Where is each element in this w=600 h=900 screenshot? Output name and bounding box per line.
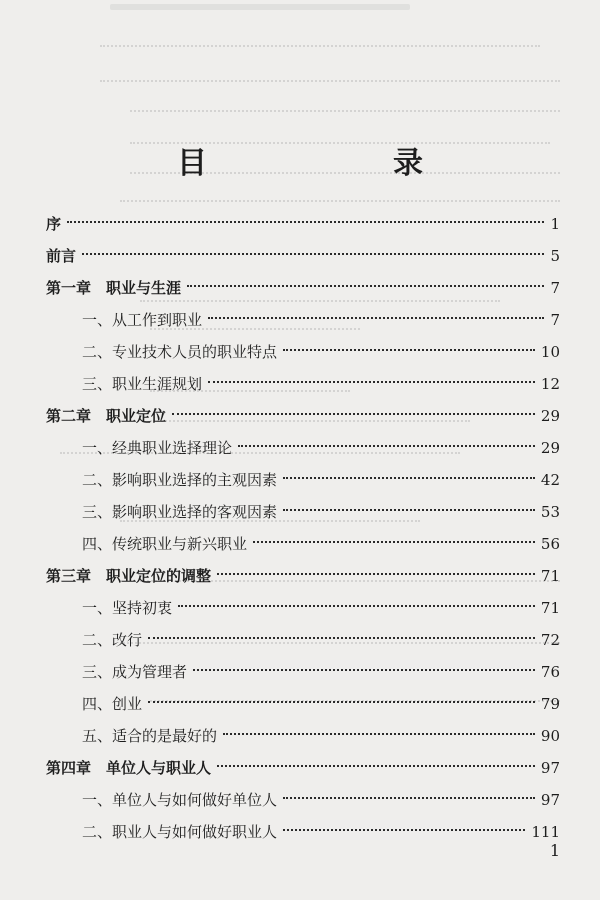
toc-entry [46, 784, 560, 816]
toc-entry-label: 前言 [46, 247, 77, 265]
toc-page-number: 76 [540, 663, 560, 681]
toc-page-number: 53 [540, 503, 560, 521]
toc-page-number: 10 [540, 343, 560, 361]
dot-leader [193, 669, 535, 671]
toc-page-number: 111 [531, 823, 560, 841]
toc-entry-label: 第二章 职业定位 [46, 407, 167, 425]
toc-page-number: 42 [540, 471, 560, 489]
dot-leader [172, 413, 535, 415]
toc-entry [46, 528, 560, 560]
dot-leader [217, 573, 535, 575]
toc-page-number: 97 [540, 791, 560, 809]
toc-entry-label: 三、成为管理者 [82, 663, 188, 681]
toc-page-number: 71 [540, 567, 560, 585]
toc-entry [46, 464, 560, 496]
toc-entry-label: 序 [46, 215, 62, 233]
dot-leader [217, 765, 535, 767]
toc-entry [46, 816, 560, 848]
dot-leader [178, 605, 535, 607]
toc-entry [46, 752, 560, 784]
toc-entry-label: 二、影响职业选择的主观因素 [82, 471, 278, 489]
dot-leader [283, 349, 535, 351]
dot-leader [283, 797, 535, 799]
dot-leader [283, 477, 535, 479]
dot-leader [82, 253, 544, 255]
toc-entry [46, 720, 560, 752]
dot-leader [283, 509, 535, 511]
dot-leader [208, 381, 535, 383]
toc-page-number: 90 [540, 727, 560, 745]
toc-page-number: 29 [540, 407, 560, 425]
toc-page-number: 72 [540, 631, 560, 649]
toc-entry-label: 一、坚持初衷 [82, 599, 173, 617]
toc-entry [46, 688, 560, 720]
toc-entry-label: 第四章 单位人与职业人 [46, 759, 212, 777]
dot-leader [238, 445, 535, 447]
toc-entry [46, 560, 560, 592]
toc-page-number: 7 [550, 311, 560, 329]
toc-entry [46, 400, 560, 432]
toc-entry [46, 432, 560, 464]
toc-entry-label: 二、专业技术人员的职业特点 [82, 343, 278, 361]
toc-entry-label: 三、职业生涯规划 [82, 375, 203, 393]
toc-page-number: 71 [540, 599, 560, 617]
dot-leader [67, 221, 544, 223]
toc-entry [46, 208, 560, 240]
toc-entry-label: 四、传统职业与新兴职业 [82, 535, 248, 553]
toc-entry-label: 二、改行 [82, 631, 143, 649]
dot-leader [253, 541, 535, 543]
toc-entry-label: 一、单位人与如何做好单位人 [82, 791, 278, 809]
toc-page-number: 79 [540, 695, 560, 713]
toc-entry-label: 一、经典职业选择理论 [82, 439, 233, 457]
toc-entry [46, 592, 560, 624]
toc-entry [46, 656, 560, 688]
toc-page-number: 97 [540, 759, 560, 777]
toc-entry-label: 三、影响职业选择的客观因素 [82, 503, 278, 521]
dot-leader [223, 733, 535, 735]
page-title: 目 录 [177, 146, 501, 182]
toc-entry-label: 五、适合的是最好的 [82, 727, 218, 745]
dot-leader [148, 637, 535, 639]
toc-entry-label: 四、创业 [82, 695, 143, 713]
toc-entry-label: 第一章 职业与生涯 [46, 279, 182, 297]
dot-leader [208, 317, 544, 319]
toc-page-number: 29 [540, 439, 560, 457]
toc-entry [46, 272, 560, 304]
toc-entry [46, 368, 560, 400]
toc-entry [46, 624, 560, 656]
toc-entry [46, 496, 560, 528]
toc-entry-label: 一、从工作到职业 [82, 311, 203, 329]
toc-entry-label: 二、职业人与如何做好职业人 [82, 823, 278, 841]
toc-page-number: 5 [550, 247, 560, 265]
table-of-contents [46, 208, 560, 848]
dot-leader [187, 285, 544, 287]
toc-entry [46, 240, 560, 272]
page-number: 1 [549, 841, 560, 860]
dot-leader [283, 829, 525, 831]
toc-entry-label: 第三章 职业定位的调整 [46, 567, 212, 585]
toc-page-number: 12 [540, 375, 560, 393]
toc-page-number: 1 [550, 215, 560, 233]
toc-page-number: 56 [540, 535, 560, 553]
toc-entry [46, 336, 560, 368]
toc-entry [46, 304, 560, 336]
toc-page-number: 7 [550, 279, 560, 297]
dot-leader [148, 701, 535, 703]
